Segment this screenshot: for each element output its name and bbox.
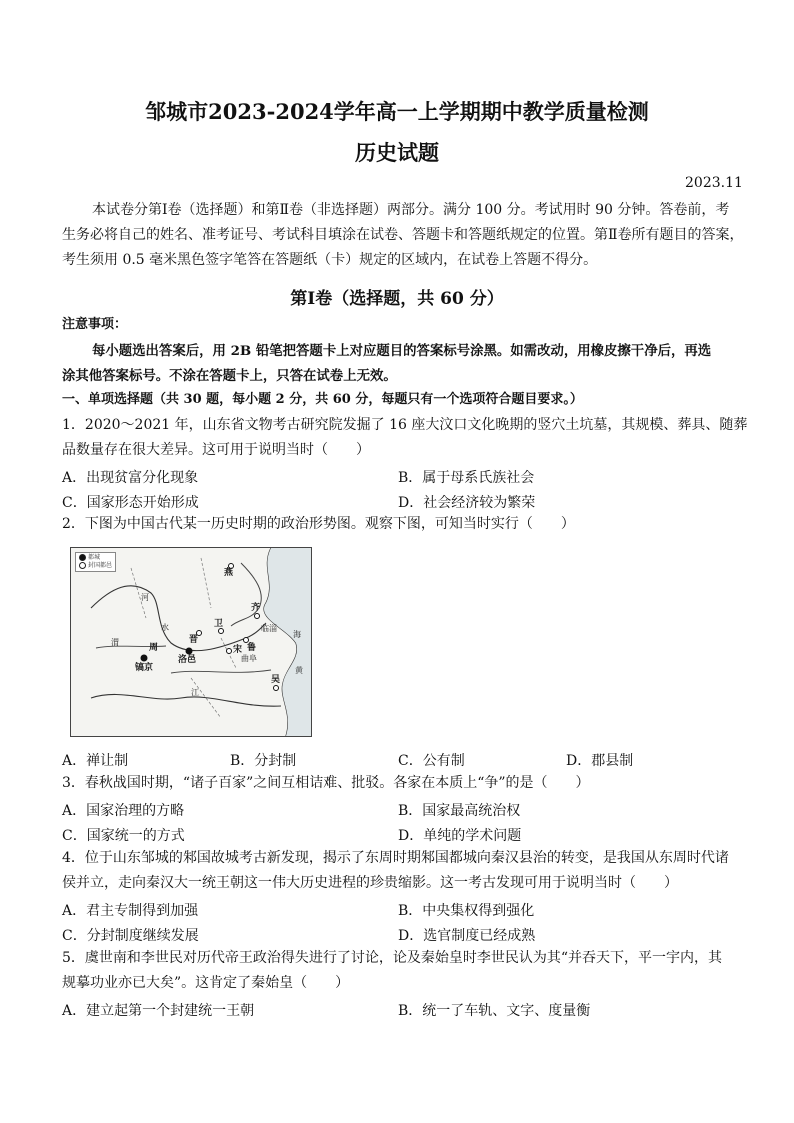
legend-fief-label: 封国都邑 [88,562,113,569]
capital-haojing-marker [141,655,148,662]
label-sea-huang: 黄 [295,666,303,675]
label-qufu: 曲阜 [241,654,257,663]
q2-option-a: A．禅让制 [62,753,129,769]
sea-area [264,548,311,736]
q5-stem-line-2: 规摹功业亦已大矣”。这肯定了秦始皇（ ） [62,975,350,991]
q3-option-c: C．国家统一的方式 [62,828,185,844]
label-river-shui: 水 [161,623,169,632]
q1-option-d: D．社会经济较为繁荣 [398,495,536,511]
q5-option-a: A．建立起第一个封建统一王朝 [62,1003,255,1019]
intro-line-3: 考生须用 0.5 毫米黑色签字笔答在答题纸（卡）规定的区域内，在试卷上答题不得分。 [62,252,598,268]
map-legend [75,552,116,572]
label-wei: 卫 [214,619,224,629]
q2-option-c: C．公有制 [398,753,465,769]
q4-option-d: D．选官制度已经成熟 [398,928,536,944]
notice-heading: 注意事项： [62,317,128,332]
intro-line-1: 本试卷分第Ⅰ卷（选择题）和第Ⅱ卷（非选择题）两部分。满分 100 分。考试用时 90 分钟。答卷前，考 [92,202,730,218]
fief-qi-marker [255,614,260,619]
q1-option-b: B．属于母系氏族社会 [398,470,535,486]
label-haojing: 镐京 [135,663,154,673]
section-title: 第Ⅰ卷（选择题，共 60 分） [290,289,504,309]
yangtze-river [91,694,281,706]
fief-lu-marker [244,638,249,643]
capital-zhou-marker [186,648,193,655]
q1-option-a: A．出现贫富分化现象 [62,470,199,486]
notice-line-2: 涂其他答案标号。不涂在答题卡上，只答在试卷上无效。 [62,368,397,384]
label-sea-hai: 海 [293,630,301,639]
political-map-figure [70,547,312,737]
label-zhou: 周 [149,643,159,653]
exam-subject: 历史试题 [355,140,439,165]
q4-option-c: C．分封制度继续发展 [62,928,199,944]
capital-legend-icon [79,554,86,561]
legend-capital-label: 都城 [88,554,101,561]
q4-stem-line-2: 侯并立，走向秦汉大一统王朝这一伟大历史进程的珍贵缩影。这一考古发现可用于说明当时（ ） [62,875,678,891]
label-luoyi: 洛邑 [178,655,197,665]
q5-stem-line-1: 5．虞世南和李世民对历代帝王政治得失进行了讨论，论及秦始皇时李世民认为其“并吞天下，平一宇内，其 [62,950,723,966]
label-song: 宋 [233,645,243,655]
huai-river [171,670,271,673]
label-jin: 晋 [189,635,199,645]
exam-date: 2023.11 [685,175,743,191]
label-lu: 鲁 [247,643,257,653]
q4-option-b: B．中央集权得到强化 [398,903,535,919]
q4-option-a: A．君主专制得到加强 [62,903,199,919]
fief-wu-marker [274,686,279,691]
q4-stem-line-1: 4．位于山东邹城的邾国故城考古新发现，揭示了东周时期邾国都城向秦汉县治的转变，是我国从东周时代诸 [62,850,729,866]
q1-option-c: C．国家形态开始形成 [62,495,199,511]
q2-option-b: B．分封制 [230,753,297,769]
label-river-jiang: 江 [191,688,199,697]
q2-option-d: D．郡县制 [566,753,634,769]
label-river-wei: 渭 [111,638,119,647]
fief-song-marker [227,649,232,654]
border-lines [131,558,236,718]
notice-line-1: 每小题选出答案后，用 2B 铅笔把答题卡上对应题目的答案标号涂黑。如需改动，用橡皮擦干净后，再选 [92,343,712,359]
q3-option-a: A．国家治理的方略 [62,803,185,819]
q1-stem-line-2: 品数量存在很大差异。这可用于说明当时（ ） [62,442,370,458]
q2-stem: 2．下图为中国古代某一历史时期的政治形势图。观察下图，可知当时实行（ ） [62,516,575,532]
fief-wei-marker [219,629,224,634]
exam-title: 邹城市2023-2024学年高一上学期期中教学质量检测 [145,99,649,124]
label-qi: 齐 [251,603,261,613]
q5-option-b: B．统一了车轨、文字、度量衡 [398,1003,591,1019]
fief-legend-icon [79,562,86,569]
q1-stem-line-1: 1．2020～2021 年，山东省文物考古研究院发掘了 16 座大汶口文化晚期的竖穴土坑墓，其规模、葬具、随葬 [62,417,748,433]
label-wu: 吴 [271,675,281,685]
q3-stem: 3．春秋战国时期，“诸子百家”之间互相诘难、批驳。各家在本质上“争”的是（ ） [62,775,590,791]
label-yan: 燕 [224,568,234,578]
q3-option-d: D．单纯的学术问题 [398,828,522,844]
label-river-he: 河 [141,593,149,602]
q3-option-b: B．国家最高统治权 [398,803,521,819]
label-linzi: 临淄 [261,624,277,633]
part-heading: 一、单项选择题（共 30 题，每小题 2 分，共 60 分，每题只有一个选项符合题目要求。） [62,392,583,407]
intro-line-2: 生务必将自己的姓名、准考证号、考试科目填涂在试卷、答题卡和答题纸规定的位置。第Ⅱ卷所有题目的答案， [62,227,744,243]
